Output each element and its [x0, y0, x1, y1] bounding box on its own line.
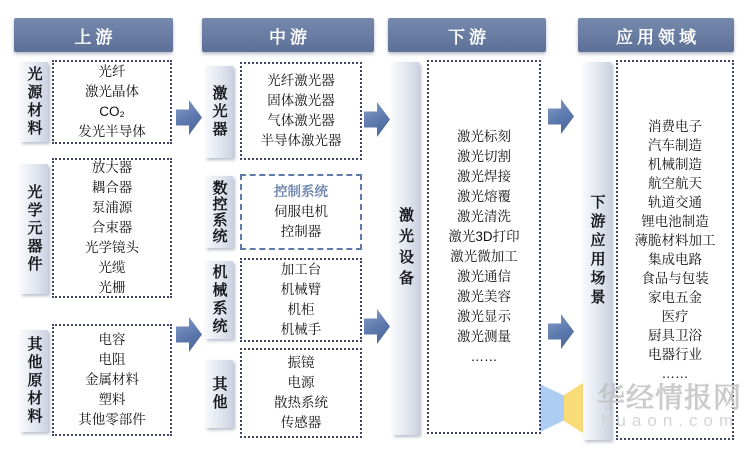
- list-item: 塑料: [98, 392, 126, 407]
- list-item: 薄脆材料加工: [634, 233, 716, 248]
- list-item: 食品与包装: [641, 271, 709, 286]
- list-item: 固体激光器: [267, 93, 335, 108]
- list-item: 轨道交通: [648, 195, 702, 210]
- list-item: 振镜: [287, 355, 315, 370]
- list-item: 电源: [287, 375, 315, 390]
- list-item: 气体激光器: [267, 113, 335, 128]
- box-laser-equipment: [427, 60, 541, 434]
- list-item: 激光3D打印: [448, 229, 520, 244]
- list-item: 激光清洗: [457, 209, 511, 224]
- list-item: 其他零部件: [78, 412, 146, 427]
- flow-arrow-icon: [176, 100, 202, 135]
- header-downstream: 下游: [388, 18, 546, 52]
- side-label-others: 其他: [205, 360, 233, 428]
- side-label-mechanical-system: 机械系统: [205, 261, 233, 339]
- flow-arrow-icon: [364, 102, 390, 137]
- side-label-other-raw-materials: 其他原材料: [20, 330, 48, 432]
- list-item: 医疗: [661, 309, 689, 324]
- list-item: 汽车制造: [648, 138, 702, 153]
- list-item: 半导体激光器: [260, 133, 342, 148]
- list-item: 激光焊接: [457, 169, 511, 184]
- list-item: 散热系统: [274, 395, 328, 410]
- list-item-ellipsis: ……: [470, 349, 498, 364]
- list-item: 伺服电机: [274, 204, 328, 219]
- list-item: 激光显示: [457, 309, 511, 324]
- flow-arrow-icon: [364, 309, 390, 344]
- list-item: 传感器: [280, 415, 322, 430]
- list-item: 合束器: [91, 220, 133, 235]
- list-item: 激光标刻: [457, 129, 511, 144]
- flow-arrow-icon: [548, 99, 574, 134]
- list-item: 光学镜头: [85, 240, 139, 255]
- list-item: 激光通信: [457, 269, 511, 284]
- list-item: 放大器: [91, 160, 133, 175]
- list-item: 锂电池制造: [641, 214, 709, 229]
- list-item: 泵浦源: [91, 200, 133, 215]
- list-item: 激光晶体: [85, 84, 139, 99]
- list-item: 耦合器: [91, 180, 133, 195]
- watermark-logo-blue-icon: [540, 384, 566, 432]
- list-item: 消费电子: [648, 119, 702, 134]
- list-item: 激光美容: [457, 289, 511, 304]
- header-midstream: 中游: [202, 18, 374, 52]
- list-item: 激光微加工: [450, 249, 518, 264]
- list-item: 机柜: [287, 302, 315, 317]
- list-item: 厨具卫浴: [648, 328, 702, 343]
- side-label-lasers: 激光器: [205, 66, 233, 158]
- list-item: 控制器: [280, 224, 322, 239]
- list-item: 激光测量: [457, 329, 511, 344]
- side-label-laser-equipment: 激光设备: [392, 62, 419, 435]
- list-item: 航空航天: [648, 176, 702, 191]
- list-item: CO₂: [99, 104, 125, 119]
- side-label-light-source-materials: 光源材料: [20, 62, 48, 142]
- list-item: 电容: [98, 332, 126, 347]
- list-item: 机械臂: [280, 282, 322, 297]
- list-item: 激光熔覆: [457, 189, 511, 204]
- list-item: 激光切割: [457, 149, 511, 164]
- list-item: 发光半导体: [78, 124, 146, 139]
- box-optical-components: [52, 158, 172, 298]
- box-others: [240, 348, 362, 438]
- list-item-highlight: 控制系统: [274, 184, 328, 199]
- header-upstream: 上游: [14, 18, 173, 52]
- box-light-source-materials: [52, 60, 172, 144]
- watermark-title: 华经情报网: [597, 382, 743, 413]
- list-item: 电器行业: [648, 347, 702, 362]
- watermark-domain: huaon.com: [601, 411, 740, 430]
- header-application: 应用领域: [578, 18, 734, 52]
- list-item: 光缆: [98, 260, 126, 275]
- box-lasers: [240, 62, 362, 160]
- list-item-ellipsis: ……: [661, 366, 689, 381]
- box-other-raw-materials: [52, 324, 172, 436]
- list-item: 金属材料: [85, 372, 139, 387]
- list-item: 机械制造: [648, 157, 702, 172]
- list-item: 加工台: [280, 262, 322, 277]
- list-item: 集成电路: [648, 252, 702, 267]
- list-item: 光纤: [98, 64, 126, 79]
- list-item: 家电五金: [648, 290, 702, 305]
- list-item: 光纤激光器: [267, 73, 335, 88]
- side-label-cnc-system: 数控系统: [205, 176, 233, 248]
- list-item: 电阻: [98, 352, 126, 367]
- side-label-optical-components: 光学元器件: [20, 164, 48, 294]
- flow-arrow-icon: [176, 317, 202, 352]
- flow-arrow-icon: [548, 314, 574, 349]
- box-cnc-system: [240, 174, 362, 250]
- box-mechanical-system: [240, 258, 362, 342]
- list-item: 机械手: [280, 322, 322, 337]
- side-label-downstream-application-scenarios: 下游应用场景: [583, 62, 611, 440]
- list-item: 光栅: [98, 280, 126, 295]
